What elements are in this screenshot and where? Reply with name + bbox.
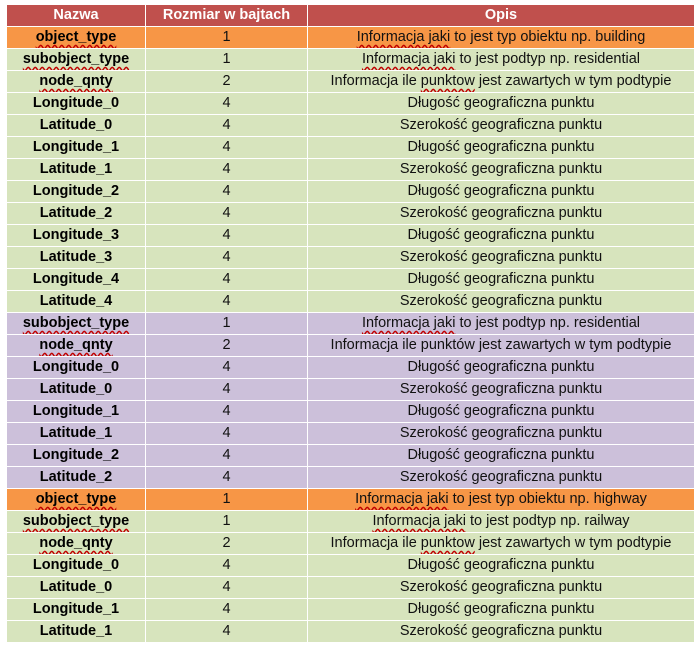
field-name-cell xyxy=(7,401,146,423)
description-post: to jest typ obiektu np. building xyxy=(450,29,646,45)
field-name: Latitude_0 xyxy=(39,117,113,133)
description-pre: Długość geograficzna punktu xyxy=(407,601,595,617)
field-name: node_qnty xyxy=(39,535,113,551)
byte-size-cell: 4 xyxy=(146,357,308,379)
description-cell xyxy=(308,577,695,599)
data-format-table xyxy=(6,4,695,643)
description-sq: Informacja jaki xyxy=(355,491,449,507)
description-cell xyxy=(308,203,695,225)
field-name: Latitude_3 xyxy=(39,249,113,265)
field-name-cell xyxy=(7,335,146,357)
description-cell xyxy=(308,533,695,555)
description-sq: Informacja jaki xyxy=(356,29,451,45)
field-name-cell xyxy=(7,49,146,71)
description-cell xyxy=(308,49,695,71)
description-cell xyxy=(308,335,695,357)
table-body xyxy=(7,27,695,643)
field-name-cell xyxy=(7,313,146,335)
description-cell xyxy=(308,225,695,247)
table-row xyxy=(7,49,695,71)
table-row xyxy=(7,27,695,49)
description-cell xyxy=(308,511,695,533)
description-cell xyxy=(308,313,695,335)
byte-size-cell: 1 xyxy=(146,489,308,511)
field-name-cell xyxy=(7,489,146,511)
description-cell xyxy=(308,115,695,137)
table-row xyxy=(7,203,695,225)
description-pre: Długość geograficzna punktu xyxy=(407,271,595,287)
byte-size-cell: 4 xyxy=(146,423,308,445)
field-name: Latitude_1 xyxy=(39,623,113,639)
byte-size-cell: 1 xyxy=(146,49,308,71)
description-cell xyxy=(308,71,695,93)
field-name-cell xyxy=(7,269,146,291)
document-page xyxy=(6,4,695,643)
field-name: Longitude_4 xyxy=(32,271,120,287)
description-cell xyxy=(308,247,695,269)
field-name: Latitude_4 xyxy=(39,293,113,309)
field-name-cell xyxy=(7,71,146,93)
field-name-cell xyxy=(7,511,146,533)
description-cell xyxy=(308,93,695,115)
table-row xyxy=(7,445,695,467)
description-cell xyxy=(308,467,695,489)
table-row xyxy=(7,225,695,247)
byte-size-cell: 4 xyxy=(146,401,308,423)
byte-size-cell: 4 xyxy=(146,577,308,599)
description-post: to jest podtyp np. railway xyxy=(465,513,630,529)
byte-size-cell: 1 xyxy=(146,313,308,335)
description-pre: Długość geograficzna punktu xyxy=(407,403,595,419)
field-name: Longitude_0 xyxy=(32,557,120,573)
field-name-cell xyxy=(7,423,146,445)
field-name-cell xyxy=(7,445,146,467)
description-pre: Szerokość geograficzna punktu xyxy=(399,205,603,221)
field-name-cell xyxy=(7,247,146,269)
field-name: node_qnty xyxy=(39,337,113,353)
table-row xyxy=(7,291,695,313)
description-pre: Szerokość geograficzna punktu xyxy=(399,249,603,265)
field-name: object_type xyxy=(35,29,117,45)
field-name: Longitude_0 xyxy=(32,95,120,111)
description-pre: Szerokość geograficzna punktu xyxy=(399,579,603,595)
description-pre: Długość geograficzna punktu xyxy=(407,557,595,573)
byte-size-cell: 2 xyxy=(146,71,308,93)
field-name-cell xyxy=(7,533,146,555)
description-pre: Szerokość geograficzna punktu xyxy=(399,381,603,397)
byte-size-cell: 4 xyxy=(146,621,308,643)
table-row xyxy=(7,313,695,335)
table-row xyxy=(7,247,695,269)
description-pre: Szerokość geograficzna punktu xyxy=(399,117,603,133)
description-cell xyxy=(308,159,695,181)
field-name: Latitude_2 xyxy=(39,205,113,221)
table-row xyxy=(7,379,695,401)
description-pre: Długość geograficzna punktu xyxy=(407,359,595,375)
description-cell xyxy=(308,445,695,467)
description-sq: Informacja jaki xyxy=(372,513,466,529)
byte-size-cell: 1 xyxy=(146,511,308,533)
field-name-cell xyxy=(7,599,146,621)
description-post: to jest podtyp np. residential xyxy=(455,315,641,331)
field-name: Longitude_0 xyxy=(32,359,120,375)
field-name-cell xyxy=(7,577,146,599)
description-pre: Długość geograficzna punktu xyxy=(407,95,595,111)
table-row xyxy=(7,621,695,643)
description-cell xyxy=(308,269,695,291)
description-pre: Informacja ile xyxy=(330,73,421,89)
table-row xyxy=(7,335,695,357)
header-description: Opis xyxy=(308,5,695,27)
field-name-cell xyxy=(7,555,146,577)
description-sq: Informacja jaki xyxy=(361,315,456,331)
description-pre: Szerokość geograficzna punktu xyxy=(399,293,603,309)
description-cell xyxy=(308,401,695,423)
description-cell xyxy=(308,555,695,577)
description-pre: Szerokość geograficzna punktu xyxy=(399,469,603,485)
description-pre: Długość geograficzna punktu xyxy=(407,227,595,243)
field-name: Longitude_2 xyxy=(32,183,120,199)
field-name: subobject_type xyxy=(22,51,130,67)
table-header-row xyxy=(7,5,695,27)
table-row xyxy=(7,71,695,93)
field-name: Latitude_1 xyxy=(39,425,113,441)
field-name-cell xyxy=(7,181,146,203)
byte-size-cell: 4 xyxy=(146,93,308,115)
byte-size-cell: 2 xyxy=(146,335,308,357)
field-name-cell xyxy=(7,203,146,225)
description-pre: Szerokość geograficzna punktu xyxy=(399,161,603,177)
table-row xyxy=(7,137,695,159)
table-row xyxy=(7,269,695,291)
table-row xyxy=(7,115,695,137)
field-name-cell xyxy=(7,137,146,159)
description-pre: Szerokość geograficzna punktu xyxy=(399,623,603,639)
field-name-cell xyxy=(7,357,146,379)
description-sq: punktow xyxy=(420,73,475,89)
header-name: Nazwa xyxy=(7,5,146,27)
table-row xyxy=(7,357,695,379)
byte-size-cell: 1 xyxy=(146,27,308,49)
byte-size-cell: 4 xyxy=(146,115,308,137)
description-pre: Informacja ile punktów jest zawartych w tym podtypie xyxy=(330,337,672,353)
description-post: to jest typ obiektu np. highway xyxy=(448,491,647,507)
field-name: Latitude_1 xyxy=(39,161,113,177)
description-cell xyxy=(308,181,695,203)
field-name-cell xyxy=(7,93,146,115)
description-cell xyxy=(308,599,695,621)
table-row xyxy=(7,401,695,423)
field-name-cell xyxy=(7,467,146,489)
table-row xyxy=(7,555,695,577)
description-cell xyxy=(308,291,695,313)
description-post: to jest podtyp np. residential xyxy=(455,51,641,67)
byte-size-cell: 4 xyxy=(146,555,308,577)
table-row xyxy=(7,577,695,599)
table-row xyxy=(7,159,695,181)
description-post: jest zawartych w tym podtypie xyxy=(474,535,672,551)
description-cell xyxy=(308,27,695,49)
description-pre: Długość geograficzna punktu xyxy=(407,139,595,155)
description-pre: Długość geograficzna punktu xyxy=(407,183,595,199)
field-name-cell xyxy=(7,379,146,401)
byte-size-cell: 4 xyxy=(146,159,308,181)
table-row xyxy=(7,599,695,621)
field-name: object_type xyxy=(35,491,117,507)
description-cell xyxy=(308,621,695,643)
field-name-cell xyxy=(7,225,146,247)
table-row xyxy=(7,423,695,445)
field-name-cell xyxy=(7,27,146,49)
byte-size-cell: 4 xyxy=(146,269,308,291)
field-name: Latitude_0 xyxy=(39,381,113,397)
byte-size-cell: 4 xyxy=(146,203,308,225)
byte-size-cell: 4 xyxy=(146,137,308,159)
field-name: subobject_type xyxy=(22,315,130,331)
byte-size-cell: 4 xyxy=(146,467,308,489)
table-row xyxy=(7,467,695,489)
description-post: jest zawartych w tym podtypie xyxy=(474,73,672,89)
description-pre: Informacja ile xyxy=(330,535,421,551)
table-row xyxy=(7,181,695,203)
table-row xyxy=(7,93,695,115)
description-sq: Informacja jaki xyxy=(361,51,456,67)
byte-size-cell: 4 xyxy=(146,225,308,247)
field-name: Longitude_3 xyxy=(32,227,120,243)
field-name: Latitude_0 xyxy=(39,579,113,595)
field-name-cell xyxy=(7,291,146,313)
field-name-cell xyxy=(7,115,146,137)
field-name: node_qnty xyxy=(39,73,113,89)
byte-size-cell: 4 xyxy=(146,599,308,621)
field-name-cell xyxy=(7,159,146,181)
field-name: Latitude_2 xyxy=(39,469,113,485)
description-pre: Szerokość geograficzna punktu xyxy=(399,425,603,441)
description-cell xyxy=(308,357,695,379)
table-row xyxy=(7,489,695,511)
field-name: Longitude_2 xyxy=(32,447,120,463)
byte-size-cell: 2 xyxy=(146,533,308,555)
description-cell xyxy=(308,379,695,401)
byte-size-cell: 4 xyxy=(146,181,308,203)
field-name-cell xyxy=(7,621,146,643)
byte-size-cell: 4 xyxy=(146,379,308,401)
field-name: subobject_type xyxy=(22,513,130,529)
description-cell xyxy=(308,489,695,511)
byte-size-cell: 4 xyxy=(146,247,308,269)
table-row xyxy=(7,511,695,533)
field-name: Longitude_1 xyxy=(32,403,120,419)
description-pre: Długość geograficzna punktu xyxy=(407,447,595,463)
description-cell xyxy=(308,137,695,159)
description-cell xyxy=(308,423,695,445)
byte-size-cell: 4 xyxy=(146,445,308,467)
byte-size-cell: 4 xyxy=(146,291,308,313)
description-sq: punktow xyxy=(420,535,475,551)
field-name: Longitude_1 xyxy=(32,139,120,155)
table-row xyxy=(7,533,695,555)
field-name: Longitude_1 xyxy=(32,601,120,617)
header-size: Rozmiar w bajtach xyxy=(146,5,308,27)
